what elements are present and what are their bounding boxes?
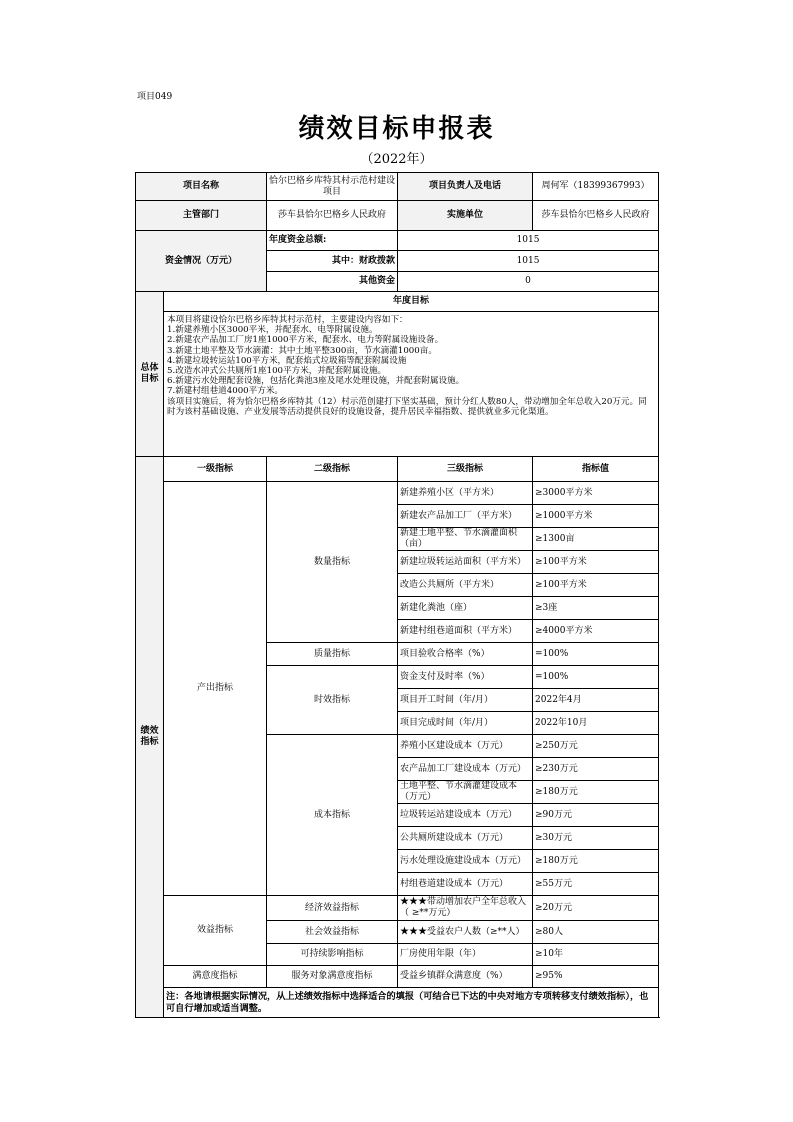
cost-value: ≥250万元 xyxy=(533,735,659,758)
economic-name: ★★★带动增加农户全年总收入（ ≥**万元） xyxy=(398,896,533,921)
sustain-label: 可持续影响指标 xyxy=(267,944,398,966)
cost-name: 村组巷道建设成本（万元） xyxy=(398,873,533,896)
timeliness-value: 2022年4月 xyxy=(533,689,659,712)
cost-name: 土地平整、节水滴灌建设成本（万元） xyxy=(398,781,533,804)
cost-value: ≥180万元 xyxy=(533,850,659,873)
timeliness-label: 时效指标 xyxy=(267,666,398,735)
quantity-value: ≥1000平方米 xyxy=(533,505,659,528)
cost-name: 公共厕所建设成本（万元） xyxy=(398,827,533,850)
impl-value: 莎车县恰尔巴格乡人民政府 xyxy=(533,201,659,231)
quantity-name: 新建垃圾转运站面积（平方米） xyxy=(398,551,533,574)
goal-line: 7.新建村组巷道4000平方米。 xyxy=(167,386,284,397)
owner-label: 项目负责人及电话 xyxy=(398,173,533,201)
header-level3: 三级指标 xyxy=(398,457,533,482)
goal-line: 该项目实施后，将为恰尔巴格乡库特其（12）村示范创建打下坚实基础，预计分红人数80人，带动增加全年总收入20万元。同时为该村基础设施、产业发展等活动提供良好的设施设备，提升居民幸福指数、提供就业多元化渠道。 xyxy=(167,396,647,417)
timeliness-value: 2022年10月 xyxy=(533,712,659,735)
quantity-value: ≥4000平方米 xyxy=(533,620,659,643)
goal-side-label: 总体目标 xyxy=(136,292,164,457)
goal-line: 6.新建污水处理配套设施，包括化粪池3座及尾水处理设施，并配套附属设施。 xyxy=(167,376,465,387)
quantity-name: 新建养殖小区（平方米） xyxy=(398,482,533,505)
timeliness-value: =100% xyxy=(533,666,659,689)
sustain-value: ≥10年 xyxy=(533,944,659,966)
level1-benefit: 效益指标 xyxy=(164,896,267,966)
funding-fiscal-value: 1015 xyxy=(398,251,659,272)
quantity-value: ≥100平方米 xyxy=(533,551,659,574)
project-name-value: 恰尔巴格乡库特其村示范村建设项目 xyxy=(267,173,398,201)
funding-total-value: 1015 xyxy=(398,231,659,251)
quantity-value: ≥1300亩 xyxy=(533,528,659,551)
quality-name: 项目验收合格率（%） xyxy=(398,643,533,666)
project-name-label: 项目名称 xyxy=(136,173,267,201)
quantity-label: 数量指标 xyxy=(267,482,398,643)
quantity-name: 新建农产品加工厂（平方米） xyxy=(398,505,533,528)
goal-line: 1.新建养殖小区3000平米，并配套水、电等附属设施。 xyxy=(167,325,378,336)
cost-value: ≥90万元 xyxy=(533,804,659,827)
quantity-name: 改造公共厕所（平方米） xyxy=(398,574,533,597)
footnote: 注：各地请根据实际情况，从上述绩效指标中选择适合的填报（可结合已下达的中央对地方专项转移支付绩效指标），也可自行增加或适当调整。 xyxy=(164,988,659,1018)
owner-value: 周何军（18399367993） xyxy=(533,173,659,201)
goal-narrative xyxy=(164,312,659,457)
quantity-name: 新建村组巷道面积（平方米） xyxy=(398,620,533,643)
cost-name: 污水处理设施建设成本（万元） xyxy=(398,850,533,873)
funding-total-label: 年度资金总额: xyxy=(267,231,398,251)
goal-line: 2.新建农产品加工厂房1座1000平方米，配套水、电力等附属设施设备。 xyxy=(167,335,444,346)
header-level2: 二级指标 xyxy=(267,457,398,482)
goal-line: 4.新建垃圾转运站100平方米，配套焰式垃圾箱等配套附属设施 xyxy=(167,355,407,366)
cost-name: 农产品加工厂建设成本（万元） xyxy=(398,758,533,781)
economic-label: 经济效益指标 xyxy=(267,896,398,921)
social-value: ≥80人 xyxy=(533,921,659,944)
social-name: ★★★受益农户人数（≥**人） xyxy=(398,921,533,944)
cost-value: ≥230万元 xyxy=(533,758,659,781)
cost-value: ≥55万元 xyxy=(533,873,659,896)
quality-value: =100% xyxy=(533,643,659,666)
indicators-side-label: 绩效指标 xyxy=(136,457,164,1018)
report-year: （2022年） xyxy=(360,152,433,167)
quantity-value: ≥3座 xyxy=(533,597,659,620)
goal-line: 5.改造水冲式公共厕所1座100平方米，并配套附属设施。 xyxy=(167,366,387,377)
service-value: ≥95% xyxy=(533,966,659,988)
quantity-value: ≥100平方米 xyxy=(533,574,659,597)
funding-label: 资金情况（万元） xyxy=(136,231,267,292)
project-code: 项目049 xyxy=(137,92,173,102)
cost-value: ≥180万元 xyxy=(533,781,659,804)
cost-name: 垃圾转运站建设成本（万元） xyxy=(398,804,533,827)
service-label: 服务对象满意度指标 xyxy=(267,966,398,988)
cost-value: ≥30万元 xyxy=(533,827,659,850)
funding-fiscal-label: 其中：财政拨款 xyxy=(267,251,398,272)
level1-satisfaction: 满意度指标 xyxy=(164,966,267,988)
timeliness-name: 项目开工时间（年/月） xyxy=(398,689,533,712)
performance-target-table xyxy=(135,172,659,1018)
timeliness-name: 资金支付及时率（%） xyxy=(398,666,533,689)
level1-output: 产出指标 xyxy=(164,482,267,896)
dept-value: 莎车县恰尔巴格乡人民政府 xyxy=(267,201,398,231)
funding-other-label: 其他资金 xyxy=(267,272,398,292)
economic-value: ≥20万元 xyxy=(533,896,659,921)
goal-line: 3.新建土地平整及节水滴灌：其中土地平整300亩，节水滴灌1000亩。 xyxy=(167,345,437,356)
quantity-name: 新建土地平整、节水滴灌面积（亩） xyxy=(398,528,533,551)
funding-other-value: 0 xyxy=(398,272,659,292)
header-level1: 一级指标 xyxy=(164,457,267,482)
quality-label: 质量指标 xyxy=(267,643,398,666)
dept-label: 主管部门 xyxy=(136,201,267,231)
sustain-name: 厂房使用年限（年） xyxy=(398,944,533,966)
page-title: 绩效目标申报表 xyxy=(298,114,495,144)
timeliness-name: 项目完成时间（年/月） xyxy=(398,712,533,735)
social-label: 社会效益指标 xyxy=(267,921,398,944)
cost-label: 成本指标 xyxy=(267,735,398,896)
impl-label: 实施单位 xyxy=(398,201,533,231)
header-value: 指标值 xyxy=(533,457,659,482)
service-name: 受益乡镇群众满意度（%） xyxy=(398,966,533,988)
cost-name: 养殖小区建设成本（万元） xyxy=(398,735,533,758)
goal-line: 本项目将建设恰尔巴格乡库特其村示范村，主要建设内容如下： xyxy=(167,315,408,325)
quantity-name: 新建化粪池（座） xyxy=(398,597,533,620)
quantity-value: ≥3000平方米 xyxy=(533,482,659,505)
goal-header: 年度目标 xyxy=(164,292,659,312)
